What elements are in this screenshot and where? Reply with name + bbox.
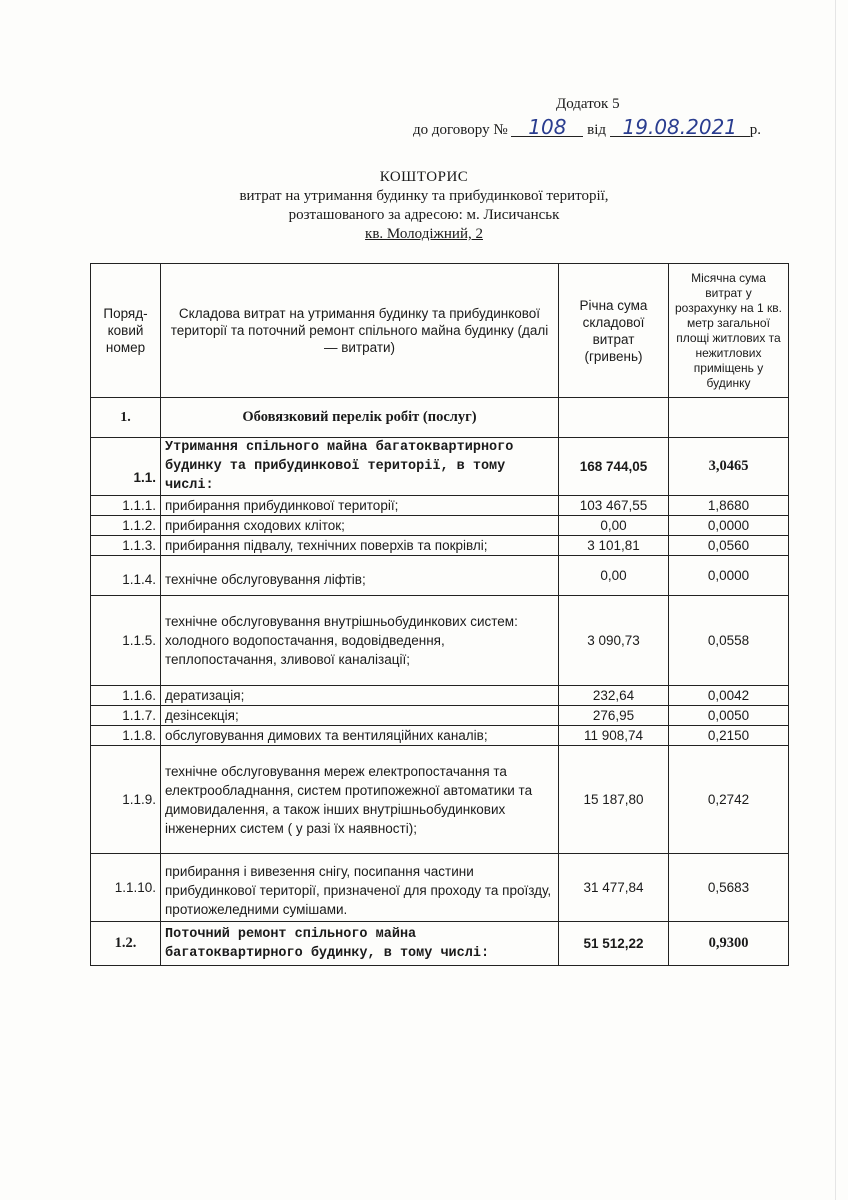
row-desc: Утримання спільного майна багатоквартирного будинку та прибудинкової території, в тому числі: — [161, 438, 559, 496]
row-annual: 232,64 — [559, 686, 669, 706]
row-annual: 51 512,22 — [559, 922, 669, 966]
row-desc: прибирання підвалу, технічних поверхів та покрівлі; — [161, 536, 559, 556]
row-monthly: 0,0050 — [669, 706, 789, 726]
row-monthly: 0,9300 — [669, 922, 789, 966]
row-monthly: 0,0042 — [669, 686, 789, 706]
table-row — [91, 706, 789, 726]
row-annual: 276,95 — [559, 706, 669, 726]
table-row — [91, 438, 789, 496]
table-header-row — [91, 264, 789, 398]
row-num: 1.1.7. — [91, 706, 161, 726]
table-row — [91, 726, 789, 746]
row-monthly: 3,0465 — [669, 438, 789, 496]
row-monthly: 0,2150 — [669, 726, 789, 746]
row-monthly: 1,8680 — [669, 496, 789, 516]
document-title — [0, 168, 848, 244]
row-annual: 0,00 — [559, 556, 669, 596]
document-header — [0, 96, 848, 146]
header-monthly: Місячна сума витрат у розрахунку на 1 кв. метр загальної площі житлових та нежитлових приміщень у будинку — [669, 264, 789, 398]
row-num: 1.1.6. — [91, 686, 161, 706]
table-row — [91, 854, 789, 922]
table-row — [91, 686, 789, 706]
title-line-2: розташованого за адресою: м. Лисичанськ — [288, 207, 560, 223]
row-monthly — [669, 398, 789, 438]
row-desc: технічне обслуговування мереж електропостачання та електрообладнання, систем протипожежної автоматики та димовидалення, а також інших внутрішньобудинкових інженерних систем ( у разі їх наявності); — [161, 746, 559, 854]
row-monthly: 0,0000 — [669, 516, 789, 536]
table-row — [91, 536, 789, 556]
contract-number: 108 — [511, 118, 583, 137]
contract-prefix: до договору № — [413, 122, 508, 138]
row-desc: технічне обслуговування ліфтів; — [161, 556, 559, 596]
row-num: 1.1.1. — [91, 496, 161, 516]
header-annual: Річна сума складової витрат (гривень) — [559, 264, 669, 398]
row-annual: 103 467,55 — [559, 496, 669, 516]
row-num: 1.1. — [91, 438, 161, 496]
row-annual: 168 744,05 — [559, 438, 669, 496]
row-annual: 0,00 — [559, 516, 669, 536]
row-num: 1.1.4. — [91, 556, 161, 596]
estimate-table — [90, 263, 789, 966]
row-desc: прибирання і вивезення снігу, посипання частини прибудинкової території, призначеної для проходу та проїзду, протиожеледними сумішами. — [161, 854, 559, 922]
title-line-1: витрат на утримання будинку та прибудинкової території, — [239, 188, 609, 204]
row-desc: технічне обслуговування внутрішньобудинкових систем: холодного водопостачання, водовідведення, теплопостачання, зливової каналізації; — [161, 596, 559, 686]
row-num: 1.1.3. — [91, 536, 161, 556]
row-desc: дератизація; — [161, 686, 559, 706]
header-num: Поряд-ковий номер — [91, 264, 161, 398]
row-num: 1.2. — [91, 922, 161, 966]
row-num: 1. — [91, 398, 161, 438]
header-desc: Складова витрат на утримання будинку та прибудинкової території та поточний ремонт спільного майна будинку (далі — витрати) — [161, 264, 559, 398]
table-row — [91, 922, 789, 966]
row-annual: 11 908,74 — [559, 726, 669, 746]
contract-line — [413, 115, 762, 139]
table-row — [91, 398, 789, 438]
row-num: 1.1.5. — [91, 596, 161, 686]
row-monthly: 0,0558 — [669, 596, 789, 686]
table-row — [91, 596, 789, 686]
row-monthly: 0,5683 — [669, 854, 789, 922]
row-num: 1.1.10. — [91, 854, 161, 922]
row-desc: прибирання прибудинкової території; — [161, 496, 559, 516]
row-monthly: 0,0000 — [669, 556, 789, 596]
date-prefix: від — [587, 122, 607, 138]
table-row — [91, 556, 789, 596]
row-annual: 31 477,84 — [559, 854, 669, 922]
row-annual: 3 101,81 — [559, 536, 669, 556]
table-row — [91, 496, 789, 516]
row-annual — [559, 398, 669, 438]
title-line-3: кв. Молодіжний, 2 — [365, 226, 483, 242]
row-monthly: 0,2742 — [669, 746, 789, 854]
row-desc: дезінсекція; — [161, 706, 559, 726]
row-num: 1.1.9. — [91, 746, 161, 854]
row-desc: Поточний ремонт спільного майна багатоквартирного будинку, в тому числі: — [161, 922, 559, 966]
row-monthly: 0,0560 — [669, 536, 789, 556]
table-row — [91, 516, 789, 536]
contract-date: 19.08.2021 — [610, 118, 750, 137]
scan-edge-line — [835, 0, 836, 1200]
row-desc: прибирання сходових кліток; — [161, 516, 559, 536]
title-main: КОШТОРИС — [379, 169, 469, 185]
row-annual: 15 187,80 — [559, 746, 669, 854]
row-num: 1.1.8. — [91, 726, 161, 746]
row-desc: обслуговування димових та вентиляційних каналів; — [161, 726, 559, 746]
annex-label: Додаток 5 — [556, 96, 620, 112]
date-suffix: р. — [749, 122, 762, 138]
table-row — [91, 746, 789, 854]
row-annual: 3 090,73 — [559, 596, 669, 686]
row-num: 1.1.2. — [91, 516, 161, 536]
row-desc: Обовязковий перелік робіт (послуг) — [161, 398, 559, 438]
